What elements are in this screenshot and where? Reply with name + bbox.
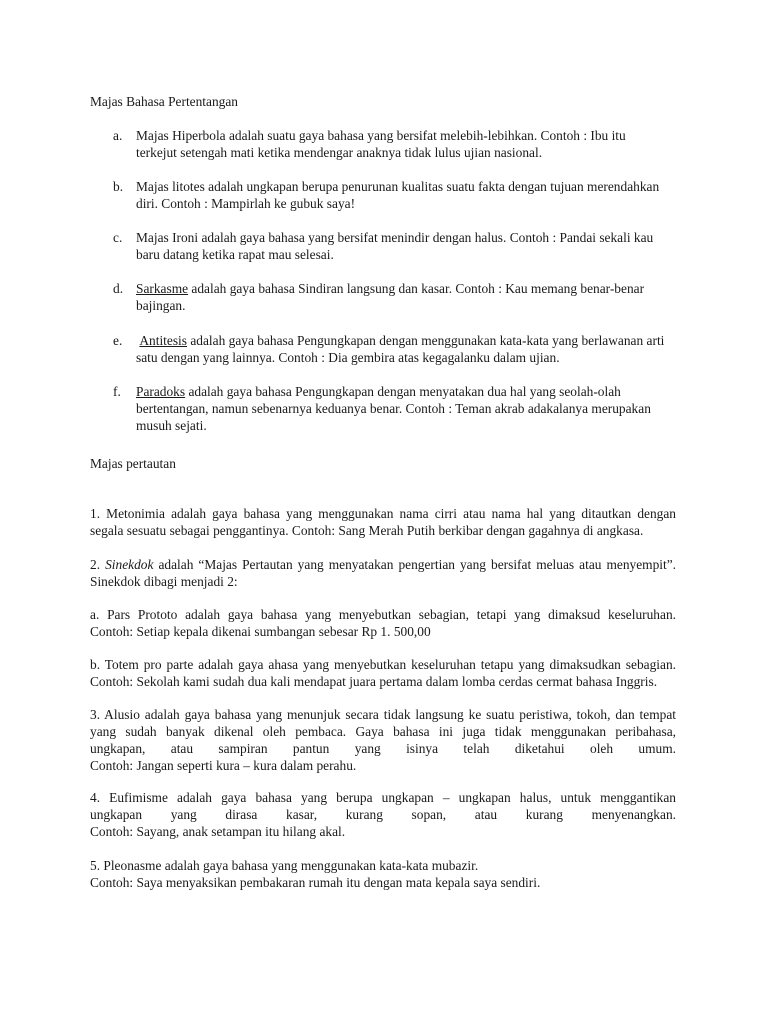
- term-sinekdok: Sinekdok: [105, 557, 154, 572]
- list-item-body: adalah gaya bahasa Pengungkapan dengan menyatakan dua hal yang seolah-olah bertentangan, namun sebenarnya keduanya benar. Contoh : Teman akrab adakalanya merupakan musuh sejati.: [136, 384, 651, 433]
- paragraph-pleonasme: [90, 857, 676, 891]
- list-item-body: adalah gaya bahasa Sindiran langsung dan kasar. Contoh : Kau memang benar-benar bajingan.: [136, 281, 645, 313]
- list-item-term: Antitesis: [139, 333, 187, 348]
- paragraph-line: a. Pars Prototo adalah gaya bahasa yang menyebutkan sebagian, tetapi yang dimaksud keseluruhan.: [90, 607, 676, 622]
- paragraph-line: 1. Metonimia adalah gaya bahasa yang menggunakan nama cirri atau nama hal yang ditautkan dengan: [90, 506, 676, 521]
- list-item-text: [136, 229, 676, 263]
- section-heading-pertautan: Majas pertautan: [90, 456, 176, 471]
- paragraph-line: Contoh: Jangan seperti kura – kura dalam perahu.: [90, 758, 357, 773]
- list-item: [113, 127, 678, 161]
- list-item-text: [136, 127, 666, 161]
- paragraph-sinekdok: [90, 556, 676, 590]
- list-item: [113, 383, 678, 434]
- section-heading-pertentangan: Majas Bahasa Pertentangan: [90, 94, 238, 109]
- list-item-term: Paradoks: [136, 384, 186, 399]
- list-marker: f.: [113, 384, 121, 399]
- paragraph-line: Sinekdok dibagi menjadi 2:: [90, 574, 238, 589]
- paragraph-eufimisme: [90, 789, 676, 840]
- list-item-text: [136, 178, 678, 212]
- paragraph-totem-pro-parte: [90, 656, 676, 690]
- paragraph-text: adalah “Majas Pertautan yang menyatakan pengertian yang bersifat meluas atau menyempit”.: [153, 557, 677, 572]
- list-item-text: [136, 383, 671, 434]
- list-marker: e.: [113, 333, 123, 348]
- paragraph-line: Contoh: Sekolah kami sudah dua kali mendapat juara pertama dalam lomba cerdas cermat bahasa Inggris.: [90, 674, 658, 689]
- paragraph-line: ungkapan, atau sampiran pantun yang isinya telah diketahui oleh umum.: [90, 741, 676, 756]
- list-marker: a.: [113, 128, 123, 143]
- list-item-term: Sarkasme: [136, 281, 189, 296]
- list-marker: c.: [113, 230, 123, 245]
- list-marker: d.: [113, 281, 124, 296]
- paragraph-line: 3. Alusio adalah gaya bahasa yang menunjuk secara tidak langsung ke suatu peristiwa, tokoh, dan tempat: [90, 707, 676, 722]
- list-item: [113, 280, 678, 314]
- paragraph-line: Contoh: Setiap kepala dikenai sumbangan sebesar Rp 1. 500,00: [90, 624, 431, 639]
- list-item-body: adalah gaya bahasa Pengungkapan dengan menggunakan kata-kata yang berlawanan arti satu dengan yang lainnya. Contoh : Dia gembira atas kegagalanku dalam ujian.: [136, 333, 665, 365]
- paragraph-line: Contoh: Saya menyaksikan pembakaran rumah itu dengan mata kepala saya sendiri.: [90, 875, 541, 890]
- list-item-body: Majas litotes adalah ungkapan berupa penurunan kualitas suatu fakta dengan tujuan merendahkan diri. Contoh : Mampirlah ke gubuk saya!: [136, 179, 660, 211]
- list-item-body: Majas Hiperbola adalah suatu gaya bahasa yang bersifat melebih-lebihkan. Contoh : Ibu itu terkejut setengah mati ketika mendengar anaknya tidak lulus ujian nasional.: [136, 128, 626, 160]
- list-marker: b.: [113, 179, 124, 194]
- list-item-text: [136, 280, 668, 314]
- paragraph-line: Contoh: Sayang, anak setampan itu hilang akal.: [90, 824, 346, 839]
- paragraph-number: 2.: [90, 557, 106, 572]
- paragraph-line: 5. Pleonasme adalah gaya bahasa yang menggunakan kata-kata mubazir.: [90, 858, 479, 873]
- paragraph-pars-prototo: [90, 606, 676, 640]
- list-item-body: Majas Ironi adalah gaya bahasa yang bersifat menindir dengan halus. Contoh : Pandai sekali kau baru datang ketika rapat mau selesai.: [136, 230, 654, 262]
- paragraph-line: [90, 556, 676, 573]
- paragraph-alusio: [90, 706, 676, 774]
- list-item: [113, 229, 678, 263]
- paragraph-line: ungkapan yang dirasa kasar, kurang sopan, atau kurang menyenangkan.: [90, 807, 676, 822]
- list-item: [113, 332, 678, 366]
- paragraph-line: 4. Eufimisme adalah gaya bahasa yang berupa ungkapan – ungkapan halus, untuk menggantikan: [90, 790, 676, 805]
- list-item: [113, 178, 678, 212]
- paragraph-line: yang sudah banyak dikenal oleh pembaca. Gaya bahasa ini juga tidak menggunakan peribahasa,: [90, 724, 676, 739]
- paragraph-line: b. Totem pro parte adalah gaya ahasa yang menyebutkan keseluruhan tetapu yang dimaksudkan sebagian.: [90, 657, 676, 672]
- paragraph-line: segala sesuatu sebagai penggantinya. Contoh: Sang Merah Putih berkibar dengan gagahnya di angkasa.: [90, 523, 644, 538]
- list-item-text: [136, 332, 666, 366]
- paragraph-metonimia: [90, 505, 676, 539]
